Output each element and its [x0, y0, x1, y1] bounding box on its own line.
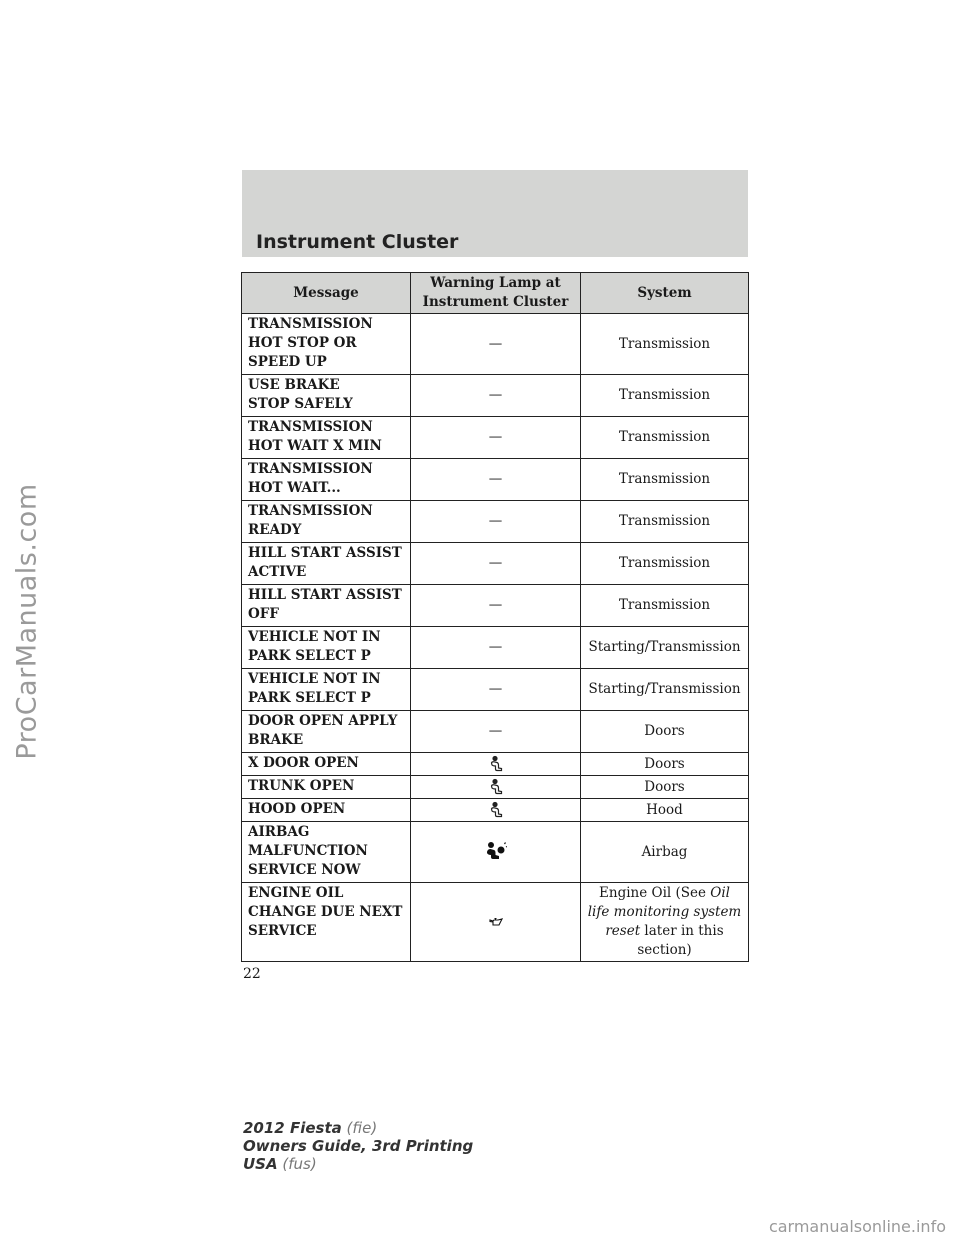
footer-model-code: (fie) [346, 1119, 378, 1137]
system-cell: Starting/Transmission [581, 669, 749, 711]
lamp-cell [411, 776, 581, 799]
print-footer [243, 1119, 473, 1173]
message-cell: DOOR OPEN APPLY BRAKE [242, 711, 411, 753]
table-row [242, 543, 749, 585]
side-watermark [4, 0, 50, 1242]
table-row [242, 501, 749, 543]
system-cell: Doors [581, 776, 749, 799]
table-header-row [242, 273, 749, 314]
table-row [242, 314, 749, 375]
message-cell: AIRBAG MALFUNCTION SERVICE NOW [242, 822, 411, 883]
message-cell: X DOOR OPEN [242, 753, 411, 776]
table-row [242, 822, 749, 883]
lamp-cell [411, 799, 581, 822]
table-row [242, 417, 749, 459]
system-suffix: later in this section) [637, 923, 724, 958]
oil-can-icon [489, 914, 503, 930]
lamp-cell [411, 753, 581, 776]
bottom-watermark: carmanualsonline.info [768, 1217, 946, 1236]
footer-market: USA [243, 1155, 278, 1173]
message-cell: TRANSMISSION HOT STOP OR SPEED UP [242, 314, 411, 375]
system-prefix: Engine Oil (See [599, 885, 711, 901]
master-warning-icon [489, 802, 503, 818]
footer-market-code: (fus) [282, 1155, 317, 1173]
message-cell: ENGINE OIL CHANGE DUE NEXT SERVICE [242, 883, 411, 962]
system-cell: Doors [581, 753, 749, 776]
system-cell: Transmission [581, 417, 749, 459]
message-cell: TRUNK OPEN [242, 776, 411, 799]
lamp-cell: — [411, 669, 581, 711]
system-cell: Airbag [581, 822, 749, 883]
message-cell: TRANSMISSION HOT WAIT X MIN [242, 417, 411, 459]
message-cell: USE BRAKE STOP SAFELY [242, 375, 411, 417]
system-cell: Transmission [581, 314, 749, 375]
section-title: Instrument Cluster [256, 231, 459, 253]
message-cell: HOOD OPEN [242, 799, 411, 822]
lamp-cell: — [411, 501, 581, 543]
lamp-cell: — [411, 375, 581, 417]
footer-model: 2012 Fiesta [243, 1119, 342, 1137]
system-cell: Transmission [581, 375, 749, 417]
system-cell: Transmission [581, 543, 749, 585]
table-row [242, 459, 749, 501]
table-row [242, 753, 749, 776]
master-warning-icon [489, 779, 503, 795]
system-cell: Starting/Transmission [581, 627, 749, 669]
airbag-warning-icon [485, 844, 507, 860]
table-row [242, 585, 749, 627]
column-header-message: Message [242, 273, 411, 314]
cross-reference-link: Oil life monitoring system reset [587, 885, 742, 939]
table-row [242, 776, 749, 799]
message-cell: VEHICLE NOT IN PARK SELECT P [242, 627, 411, 669]
message-cell: TRANSMISSION READY [242, 501, 411, 543]
lamp-cell: — [411, 627, 581, 669]
system-cell: Hood [581, 799, 749, 822]
table-row [242, 375, 749, 417]
system-cell: Transmission [581, 459, 749, 501]
section-header [242, 170, 748, 257]
message-cell: TRANSMISSION HOT WAIT... [242, 459, 411, 501]
lamp-cell: — [411, 459, 581, 501]
table-row [242, 799, 749, 822]
table-row [242, 669, 749, 711]
system-cell: Transmission [581, 501, 749, 543]
lamp-cell: — [411, 543, 581, 585]
system-cell: Doors [581, 711, 749, 753]
side-watermark-text: ProCarManuals.com [11, 482, 43, 760]
page-number: 22 [243, 966, 261, 982]
footer-guide: Owners Guide, 3rd Printing [243, 1137, 474, 1155]
message-cell: HILL START ASSIST ACTIVE [242, 543, 411, 585]
message-cell: HILL START ASSIST OFF [242, 585, 411, 627]
message-cell: VEHICLE NOT IN PARK SELECT P [242, 669, 411, 711]
table-row [242, 627, 749, 669]
system-cell [581, 883, 749, 962]
lamp-cell: — [411, 711, 581, 753]
column-header-system: System [581, 273, 749, 314]
lamp-cell: — [411, 314, 581, 375]
table-row [242, 883, 749, 962]
table-row [242, 711, 749, 753]
message-table [241, 272, 749, 962]
system-cell: Transmission [581, 585, 749, 627]
lamp-cell: — [411, 585, 581, 627]
lamp-cell [411, 822, 581, 883]
lamp-cell: — [411, 417, 581, 459]
lamp-cell [411, 883, 581, 962]
column-header-warning-lamp: Warning Lamp at Instrument Cluster [411, 273, 581, 314]
master-warning-icon [489, 756, 503, 772]
